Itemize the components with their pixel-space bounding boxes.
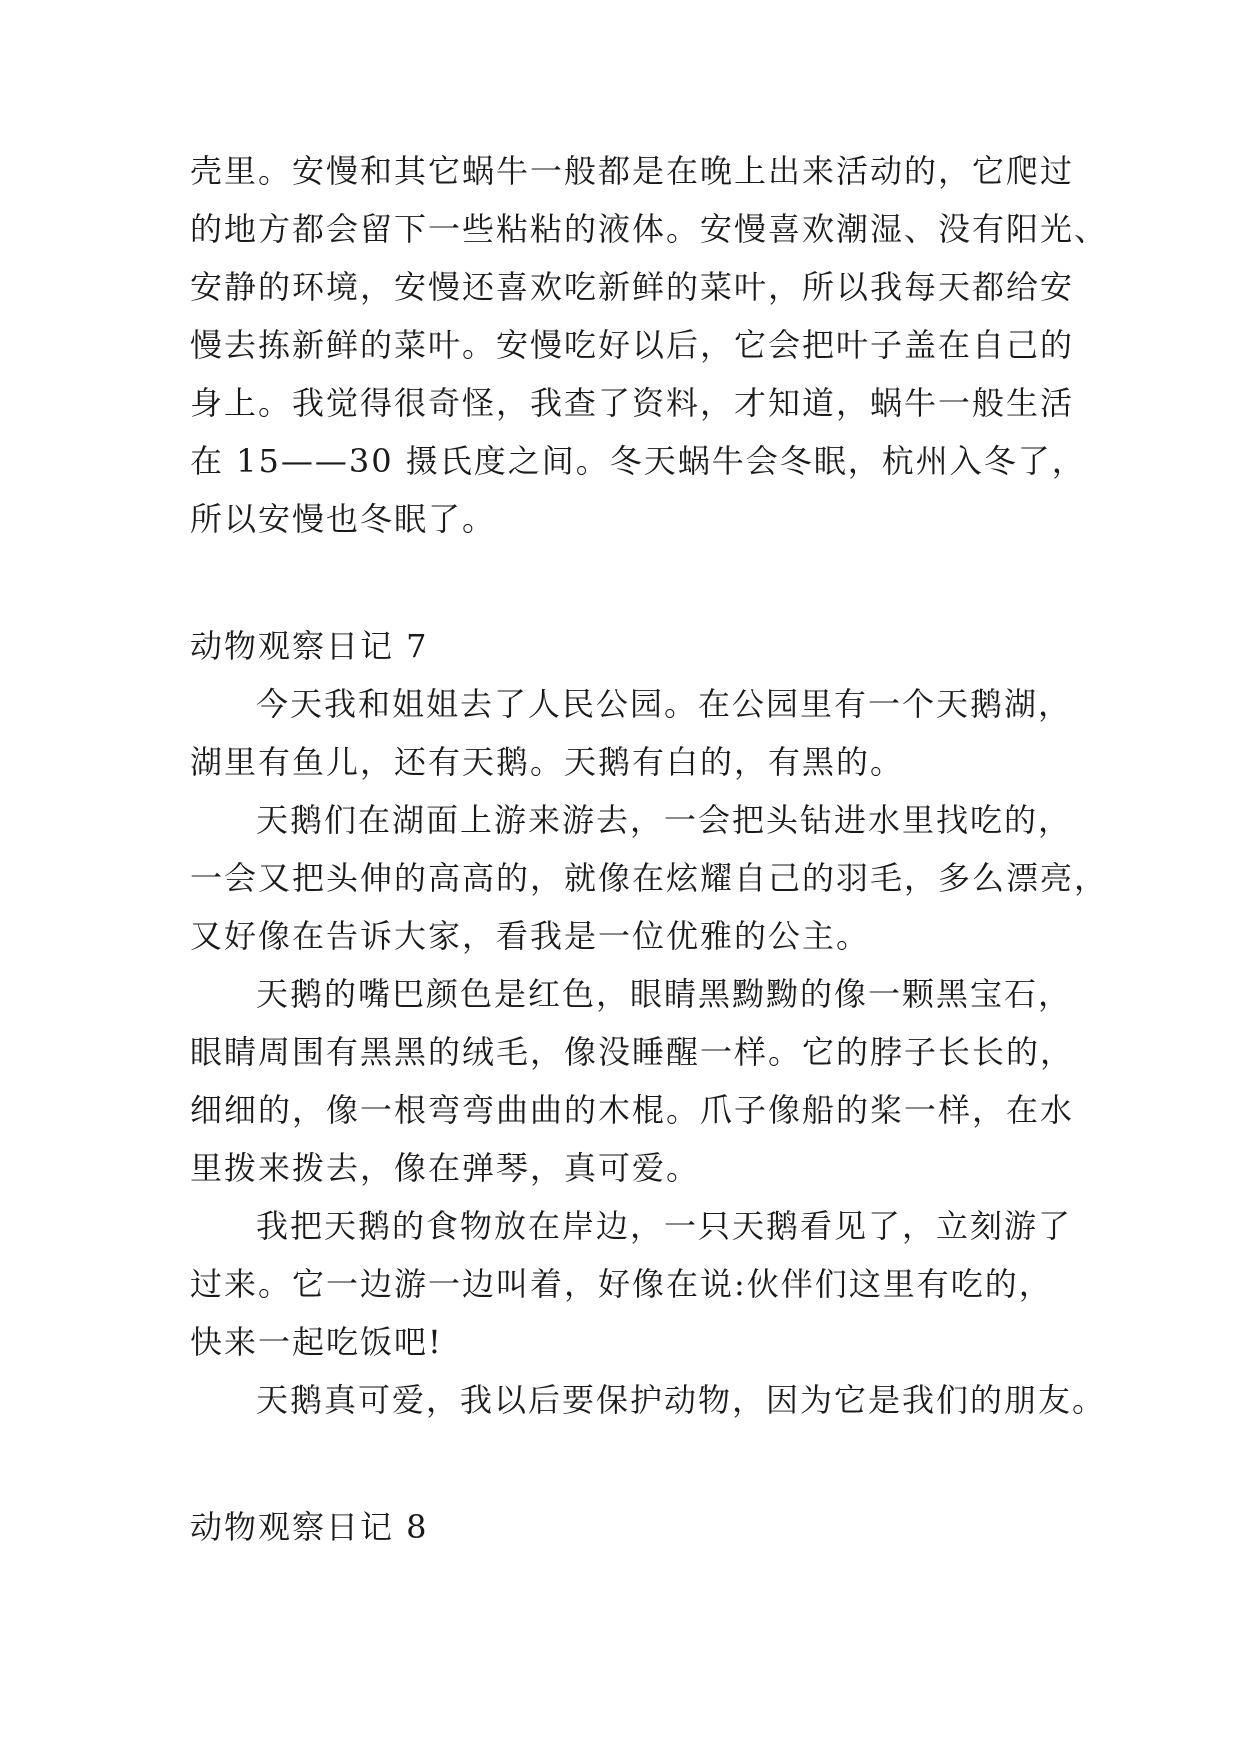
paragraph-line: 湖里有鱼儿，还有天鹅。天鹅有白的，有黑的。 [190, 743, 905, 781]
paragraph-line: 过来。它一边游一边叫着，好像在说:伙伴们这里有吃的， [190, 1265, 1053, 1303]
paragraph-line: 快来一起吃饭吧! [190, 1323, 443, 1361]
paragraph-line: 眼睛周围有黑黑的绒毛，像没睡醒一样。它的脖子长长的， [190, 1033, 1075, 1071]
paragraph-line: 今天我和姐姐去了人民公园。在公园里有一个天鹅湖， [256, 685, 1073, 723]
paragraph-line: 我把天鹅的食物放在岸边，一只天鹅看见了，立刻游了 [256, 1207, 1073, 1245]
paragraph-line: 在 15——30 摄氏度之间。冬天蜗牛会冬眠，杭州入冬了， [190, 442, 1086, 480]
section-title: 动物观察日记 8 [190, 1508, 429, 1546]
paragraph-line: 所以安慢也冬眠了。 [190, 500, 497, 538]
paragraph-line: 壳里。安慢和其它蜗牛一般都是在晚上出来活动的，它爬过 [190, 152, 1075, 190]
paragraph-line: 一会又把头伸的高高的，就像在炫耀自己的羽毛，多么漂亮， [190, 859, 1109, 897]
paragraph-line: 安静的环境，安慢还喜欢吃新鲜的菜叶，所以我每天都给安 [190, 268, 1075, 306]
paragraph-line: 又好像在告诉大家，看我是一位优雅的公主。 [190, 917, 871, 955]
paragraph-line: 里拨来拨去，像在弹琴，真可爱。 [190, 1149, 701, 1187]
paragraph-line: 身上。我觉得很奇怪，我查了资料，才知道，蜗牛一般生活 [190, 384, 1075, 422]
paragraph-line: 天鹅们在湖面上游来游去，一会把头钻进水里找吃的， [256, 801, 1073, 839]
paragraph-line: 天鹅的嘴巴颜色是红色，眼睛黑黝黝的像一颗黑宝石， [256, 975, 1073, 1013]
paragraph-line: 细细的，像一根弯弯曲曲的木棍。爪子像船的桨一样，在水 [190, 1091, 1075, 1129]
paragraph-line: 的地方都会留下一些粘粘的液体。安慢喜欢潮湿、没有阳光、 [190, 210, 1109, 248]
paragraph-line: 天鹅真可爱，我以后要保护动物，因为它是我们的朋友。 [256, 1381, 1107, 1419]
paragraph-line: 慢去拣新鲜的菜叶。安慢吃好以后，它会把叶子盖在自己的 [190, 326, 1075, 364]
section-title: 动物观察日记 7 [190, 627, 429, 665]
